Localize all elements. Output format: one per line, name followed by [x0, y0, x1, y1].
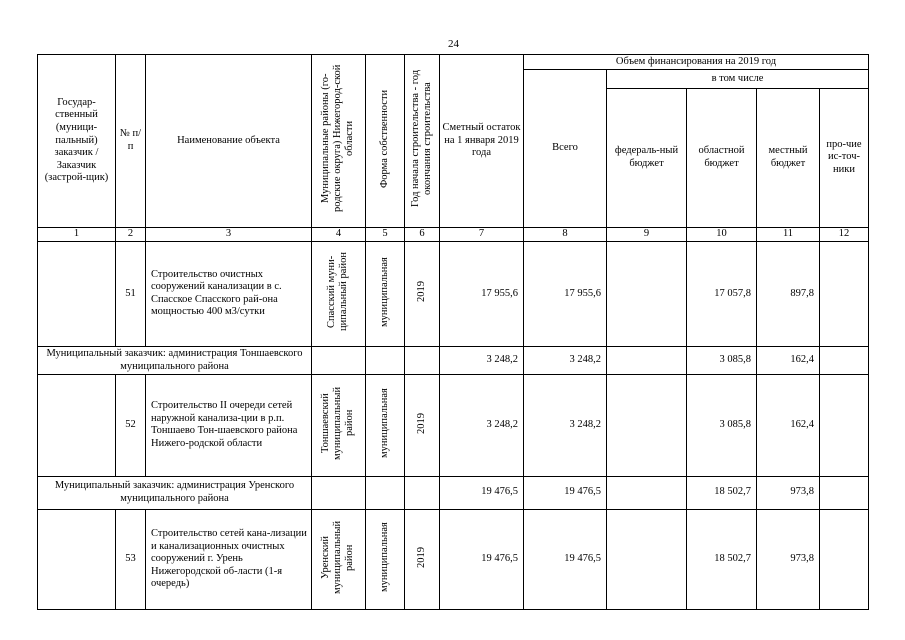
customer-group-label: Муниципальный заказчик: администрация Уренского муниципального района: [38, 476, 312, 509]
local-cell: 162,4: [757, 375, 820, 477]
column-number: 11: [757, 227, 820, 241]
local-cell: 162,4: [757, 347, 820, 375]
header-ownership: Форма собственности: [366, 55, 405, 228]
header-including: в том числе: [607, 70, 869, 89]
financing-table: [37, 54, 869, 610]
column-number: 2: [116, 227, 146, 241]
years-cell: 2019: [405, 241, 440, 347]
column-number: 7: [440, 227, 524, 241]
column-number: 8: [524, 227, 607, 241]
table-row: [38, 375, 869, 477]
header-estimate: Сметный остаток на 1 января 2019 года: [440, 55, 524, 228]
estimate-cell: 19 476,5: [440, 509, 524, 610]
object-name: Строительство сетей кана-лизации и канализационных очистных сооружений г. Урень Нижегородской об-ласти (1-я очередь): [146, 509, 312, 610]
column-number: 5: [366, 227, 405, 241]
local-cell: 973,8: [757, 476, 820, 509]
district-cell: Уренский муниципальный район: [312, 509, 366, 610]
years-cell: 2019: [405, 509, 440, 610]
header-funding: Объем финансирования на 2019 год: [524, 55, 869, 70]
total-cell: 19 476,5: [524, 476, 607, 509]
district-cell: Спасский муни-ципальный район: [312, 241, 366, 347]
other-cell: [820, 375, 869, 477]
row-number: 53: [116, 509, 146, 610]
customer-group-row: [38, 347, 869, 375]
row-number: 52: [116, 375, 146, 477]
total-cell: 17 955,6: [524, 241, 607, 347]
column-number: 10: [687, 227, 757, 241]
header-num: № п/п: [116, 55, 146, 228]
district-cell: Тоншаевский муниципальный район: [312, 375, 366, 477]
customer-group-label: Муниципальный заказчик: администрация Тоншаевского муниципального района: [38, 347, 312, 375]
regional-cell: 3 085,8: [687, 375, 757, 477]
header-customer: Государ-ственный (муници-пальный) заказчик / Заказчик (застрой-щик): [38, 55, 116, 228]
table-row: [38, 241, 869, 347]
column-numbers-row: [38, 227, 869, 241]
column-number: 3: [146, 227, 312, 241]
column-number: 4: [312, 227, 366, 241]
years-cell: 2019: [405, 375, 440, 477]
ownership-cell: муниципальная: [366, 375, 405, 477]
page-number: 24: [448, 38, 459, 50]
header-federal: федераль-ный бюджет: [607, 88, 687, 227]
local-cell: 973,8: [757, 509, 820, 610]
column-number: 12: [820, 227, 869, 241]
local-cell: 897,8: [757, 241, 820, 347]
total-cell: 3 248,2: [524, 375, 607, 477]
header-regional: областной бюджет: [687, 88, 757, 227]
customer-cell: [38, 241, 116, 347]
column-number: 1: [38, 227, 116, 241]
header-district: Муниципальные районы (го-родские округа) Нижегород-ской области: [312, 55, 366, 228]
table-row: [38, 509, 869, 610]
federal-cell: [607, 375, 687, 477]
customer-cell: [38, 509, 116, 610]
ownership-cell: муниципальная: [366, 509, 405, 610]
header-object-name: Наименование объекта: [146, 55, 312, 228]
regional-cell: 18 502,7: [687, 509, 757, 610]
customer-group-row: [38, 476, 869, 509]
other-cell: [820, 241, 869, 347]
estimate-cell: 17 955,6: [440, 241, 524, 347]
estimate-cell: 19 476,5: [440, 476, 524, 509]
other-cell: [820, 509, 869, 610]
estimate-cell: 3 248,2: [440, 347, 524, 375]
regional-cell: 3 085,8: [687, 347, 757, 375]
estimate-cell: 3 248,2: [440, 375, 524, 477]
total-cell: 19 476,5: [524, 509, 607, 610]
object-name: Строительство очистных сооружений канализации в с. Спасское Спасского рай-она мощностью 400 м3/сутки: [146, 241, 312, 347]
customer-cell: [38, 375, 116, 477]
ownership-cell: муниципальная: [366, 241, 405, 347]
federal-cell: [607, 509, 687, 610]
object-name: Строительство II очереди сетей наружной канализа-ции в р.п. Тоншаево Тон-шаевского района Нижего-родской области: [146, 375, 312, 477]
column-number: 6: [405, 227, 440, 241]
total-cell: 3 248,2: [524, 347, 607, 375]
row-number: 51: [116, 241, 146, 347]
regional-cell: 17 057,8: [687, 241, 757, 347]
regional-cell: 18 502,7: [687, 476, 757, 509]
header-local: местный бюджет: [757, 88, 820, 227]
column-number: 9: [607, 227, 687, 241]
header-total: Всего: [524, 70, 607, 228]
header-other: про-чие ис-точ-ники: [820, 88, 869, 227]
header-years: Год начала строительства - год окончания строительства: [405, 55, 440, 228]
federal-cell: [607, 241, 687, 347]
